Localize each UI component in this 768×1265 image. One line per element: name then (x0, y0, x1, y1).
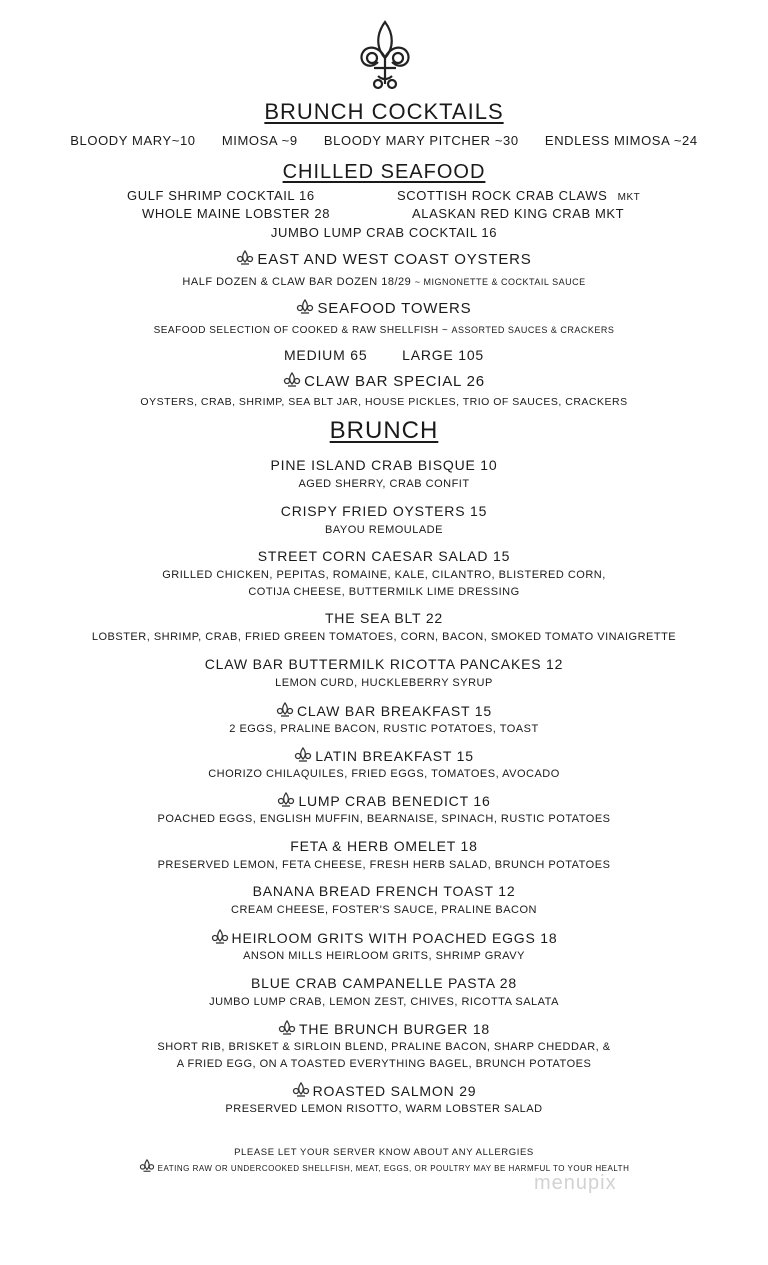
brunch-item-name: PINE ISLAND CRAB BISQUE 10 (270, 457, 498, 473)
brunch-item-description: BAYOU REMOULADE (325, 524, 443, 536)
brunch-item-name: LATIN BREAKFAST 15 (315, 748, 474, 764)
fleur-mark-icon (283, 372, 301, 388)
fleur-mark-icon (139, 1159, 155, 1173)
brunch-item-title (0, 457, 768, 473)
fleur-mark-icon (292, 1082, 310, 1098)
cocktails-heading: BRUNCH COCKTAILS (264, 99, 504, 124)
endless-mimosa: ENDLESS MIMOSA ~24 (544, 133, 698, 148)
fleur-mark-icon (236, 250, 254, 266)
brunch-item-description: PRESERVED LEMON RISOTTO, WARM LOBSTER SALAD (225, 1103, 543, 1115)
seafood-heading: CHILLED SEAFOOD (282, 161, 486, 183)
brunch-item-title (0, 975, 768, 991)
brunch-item-description: A FRIED EGG, ON A TOASTED EVERYTHING BAGEL, BRUNCH POTATOES (176, 1058, 592, 1070)
brunch-item-title (0, 1082, 768, 1099)
cocktails-line (0, 133, 768, 148)
brunch-item-title (0, 702, 768, 719)
tower-medium: MEDIUM 65 (283, 347, 368, 363)
special-title-row (0, 372, 768, 390)
maine-lobster: WHOLE MAINE LOBSTER 28 (142, 206, 331, 221)
gulf-shrimp: GULF SHRIMP COCKTAIL 16 (127, 188, 315, 203)
king-crab: ALASKAN RED KING CRAB MKT (412, 206, 625, 221)
brunch-item-title (0, 548, 768, 564)
brunch-item-description: CREAM CHEESE, FOSTER'S SAUCE, PRALINE BACON (231, 904, 537, 916)
fleur-mark-icon (278, 1020, 296, 1036)
brunch-item-title (0, 747, 768, 764)
brunch-item-description: GRILLED CHICKEN, PEPITAS, ROMAINE, KALE, CILANTRO, BLISTERED CORN, (162, 569, 606, 581)
health-warning-row (0, 1159, 768, 1173)
brunch-item-title (0, 883, 768, 899)
special-title: CLAW BAR SPECIAL 26 (304, 373, 485, 390)
brunch-item-name: CRISPY FRIED OYSTERS 15 (280, 503, 488, 519)
brunch-item-name: HEIRLOOM GRITS WITH POACHED EGGS 18 (231, 930, 558, 946)
brunch-item-description: PRESERVED LEMON, FETA CHEESE, FRESH HERB SALAD, BRUNCH POTATOES (157, 859, 611, 871)
brunch-item-name: LUMP CRAB BENEDICT 16 (298, 793, 491, 809)
towers-desc-small: ASSORTED SAUCES & CRACKERS (451, 325, 615, 335)
mimosa: MIMOSA ~9 (221, 133, 298, 148)
brunch-item-title (0, 838, 768, 854)
brunch-item-title (0, 929, 768, 946)
fleur-mark-icon (294, 747, 312, 763)
bloody-mary: BLOODY MARY~10 (70, 133, 196, 148)
brunch-item-title (0, 656, 768, 672)
fleur-mark-icon (296, 299, 314, 315)
brunch-item-name: STREET CORN CAESAR SALAD 15 (257, 548, 511, 564)
brunch-item-description: LOBSTER, SHRIMP, CRAB, FRIED GREEN TOMATOES, CORN, BACON, SMOKED TOMATO VINAIGRETTE (91, 631, 677, 643)
brunch-item-name: CLAW BAR BUTTERMILK RICOTTA PANCAKES 12 (204, 656, 564, 672)
oysters-desc-row (0, 276, 768, 288)
oysters-desc: HALF DOZEN & CLAW BAR DOZEN 18/29 (182, 276, 412, 288)
fleur-mark-icon (276, 702, 294, 718)
brunch-item-name: BANANA BREAD FRENCH TOAST 12 (252, 883, 516, 899)
brunch-item-name: THE BRUNCH BURGER 18 (298, 1021, 491, 1037)
health-warning: EATING RAW OR UNDERCOOKED SHELLFISH, MEAT, EGGS, OR POULTRY MAY BE HARMFUL TO YOUR HEALTH (157, 1164, 630, 1173)
fleur-mark-icon (211, 929, 229, 945)
brunch-item-name: THE SEA BLT 22 (324, 610, 444, 626)
brunch-item-description: SHORT RIB, BRISKET & SIRLOIN BLEND, PRALINE BACON, SHARP CHEDDAR, & (157, 1041, 611, 1053)
fleur-mark-icon (277, 792, 295, 808)
fleur-de-lis-logo (354, 18, 416, 92)
rock-crab (397, 188, 640, 203)
special-desc: OYSTERS, CRAB, SHRIMP, SEA BLT JAR, HOUSE PICKLES, TRIO OF SAUCES, CRACKERS (140, 396, 628, 408)
towers-title: SEAFOOD TOWERS (317, 300, 472, 317)
jumbo-crab-cocktail: JUMBO LUMP CRAB COCKTAIL 16 (270, 225, 498, 240)
oysters-title-row (0, 250, 768, 268)
brunch-item-name: CLAW BAR BREAKFAST 15 (297, 703, 492, 719)
brunch-item-description: JUMBO LUMP CRAB, LEMON ZEST, CHIVES, RICOTTA SALATA (209, 996, 559, 1008)
bloody-mary-pitcher: BLOODY MARY PITCHER ~30 (323, 133, 519, 148)
towers-desc: SEAFOOD SELECTION OF COOKED & RAW SHELLFISH ~ (153, 325, 449, 336)
brunch-item-description: COTIJA CHEESE, BUTTERMILK LIME DRESSING (248, 586, 520, 598)
brunch-item-description: 2 EGGS, PRALINE BACON, RUSTIC POTATOES, TOAST (229, 723, 539, 735)
brunch-item-name: BLUE CRAB CAMPANELLE PASTA 28 (251, 975, 517, 991)
tower-sizes (0, 347, 768, 363)
rock-crab-label: SCOTTISH ROCK CRAB CLAWS (397, 188, 608, 203)
oysters-title: EAST AND WEST COAST OYSTERS (257, 251, 532, 268)
brunch-item-title (0, 1020, 768, 1037)
brunch-item-name: ROASTED SALMON 29 (312, 1083, 477, 1099)
menupix-watermark: menupix (534, 1172, 617, 1194)
towers-title-row (0, 299, 768, 317)
oysters-desc-small: ~ MIGNONETTE & COCKTAIL SAUCE (414, 277, 586, 287)
brunch-heading: BRUNCH (329, 417, 439, 444)
allergy-note: PLEASE LET YOUR SERVER KNOW ABOUT ANY ALLERGIES (234, 1147, 534, 1158)
towers-desc-row (0, 325, 768, 336)
tower-large: LARGE 105 (402, 347, 485, 363)
brunch-item-description: LEMON CURD, HUCKLEBERRY SYRUP (275, 677, 493, 689)
brunch-item-name: FETA & HERB OMELET 18 (290, 838, 478, 854)
brunch-item-title (0, 610, 768, 626)
rock-crab-price: MKT (617, 192, 641, 203)
brunch-item-description: AGED SHERRY, CRAB CONFIT (298, 478, 470, 490)
brunch-item-description: POACHED EGGS, ENGLISH MUFFIN, BEARNAISE, SPINACH, RUSTIC POTATOES (157, 813, 611, 825)
brunch-item-description: ANSON MILLS HEIRLOOM GRITS, SHRIMP GRAVY (243, 950, 525, 962)
brunch-item-title (0, 503, 768, 519)
brunch-item-description: CHORIZO CHILAQUILES, FRIED EGGS, TOMATOES, AVOCADO (208, 768, 560, 780)
brunch-item-title (0, 792, 768, 809)
